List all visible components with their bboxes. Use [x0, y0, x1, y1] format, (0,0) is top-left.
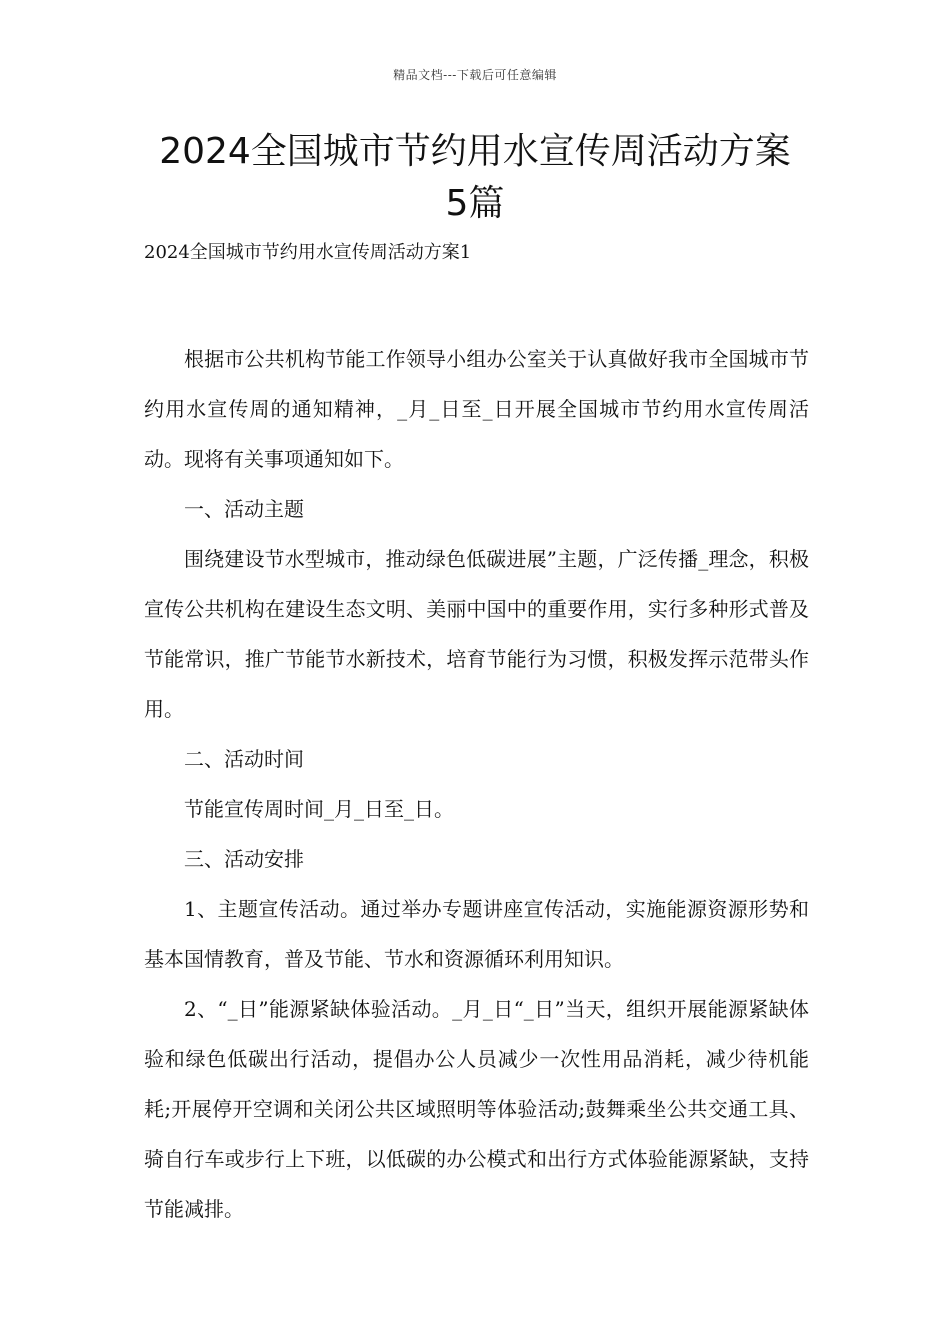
body-paragraph: 根据市公共机构节能工作领导小组办公室关于认真做好我市全国城市节约用水宣传周的通知精神，_月_日至_日开展全国城市节约用水宣传周活动。现将有关事项通知如下。 — [144, 347, 809, 471]
body-paragraph: 节能宣传周时间_月_日至_日。 — [184, 797, 454, 821]
document-title-line-2: 5篇 — [445, 183, 505, 224]
document-title — [100, 126, 850, 230]
body-paragraph: 围绕建设节水型城市，推动绿色低碳进展”主题，广泛传播_理念，积极宣传公共机构在建设生态文明、美丽中国中的重要作用，实行多种形式普及节能常识，推广节能节水新技术，培育节能行为习惯，积极发挥示范带头作用。 — [144, 547, 809, 721]
body-paragraph: 2、“_日”能源紧缺体验活动。_月_日“_日”当天，组织开展能源紧缺体验和绿色低碳出行活动，提倡办公人员减少一次性用品消耗，减少待机能耗;开展停开空调和关闭公共区域照明等体验活动;鼓舞乘坐公共交通工具、骑自行车或步行上下班，以低碳的办公模式和出行方式体验能源紧缺，支持节能减排。 — [144, 997, 809, 1221]
page-header: 精品文档---下载后可任意编辑 — [393, 68, 557, 82]
document-title-line-1: 2024全国城市节约用水宣传周活动方案 — [159, 131, 791, 172]
section-heading-theme: 一、活动主题 — [184, 497, 304, 521]
section-subtitle: 2024全国城市节约用水宣传周活动方案1 — [144, 242, 472, 263]
body-paragraph: 1、主题宣传活动。通过举办专题讲座宣传活动，实施能源资源形势和基本国情教育，普及节能、节水和资源循环利用知识。 — [144, 897, 809, 971]
section-heading-time: 二、活动时间 — [184, 747, 304, 771]
section-heading-arrangement: 三、活动安排 — [184, 847, 304, 871]
document-body — [144, 334, 809, 1234]
